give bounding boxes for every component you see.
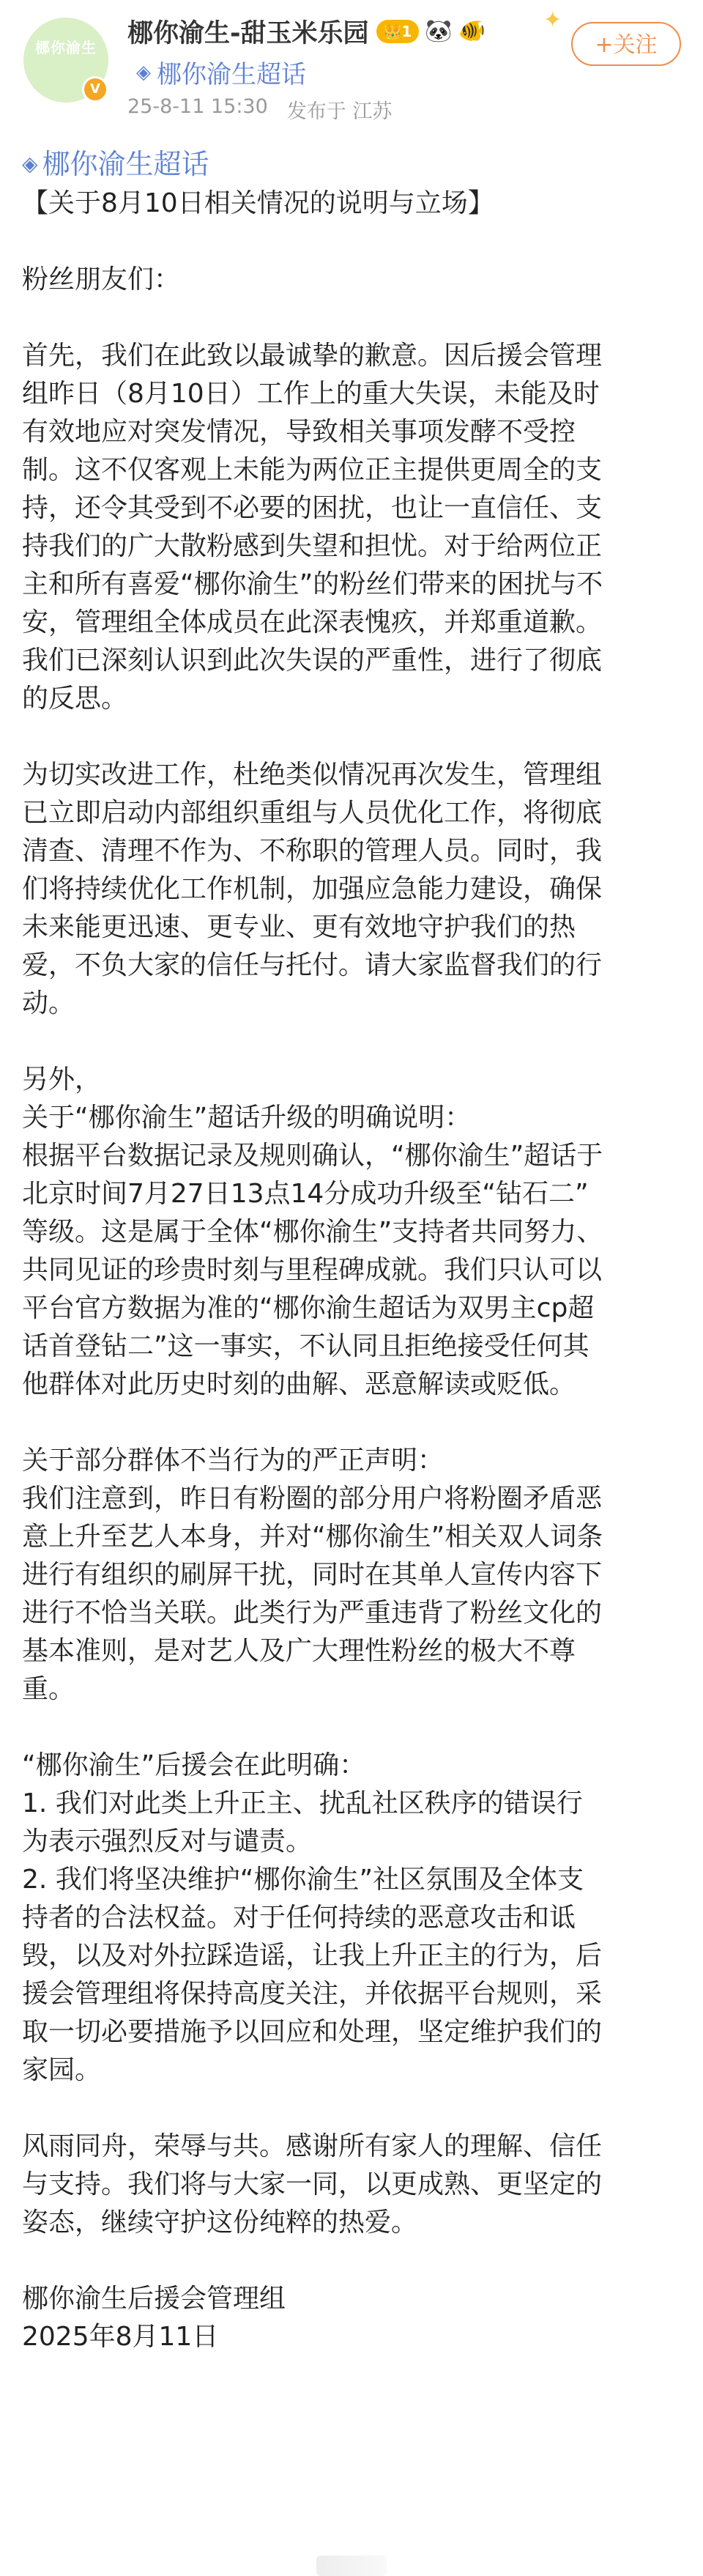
avatar-text: 梛你渝生 <box>35 39 97 56</box>
body-line: 有效地应对突发情况，导致相关事项发酵不受控 <box>22 417 576 447</box>
body-line: 关于部分群体不当行为的严正声明： <box>22 1446 445 1476</box>
body-line: 组昨日（8月10日）工作上的重大失误，未能及时 <box>22 379 600 409</box>
body-line: 2025年8月11日 <box>22 2322 219 2352</box>
diamond-icon: ◈ <box>22 152 38 176</box>
body-line: 根据平台数据记录及规则确认，“梛你渝生”超话于 <box>22 1141 603 1171</box>
topic-tag-label: 梛你渝生超话 <box>42 148 209 180</box>
body-line: 为表示强烈反对与谴责。 <box>22 1826 313 1857</box>
body-line: 等级。这是属于全体“梛你渝生”支持者共同努力、 <box>22 1217 603 1247</box>
body-line: 清查、清理不作为、不称职的管理人员。同时，我 <box>22 836 603 866</box>
body-line: 重。 <box>22 1674 75 1704</box>
body-line: 我们已深刻认识到此次失误的严重性，进行了彻底 <box>22 645 603 676</box>
body-line: 制。这不仅客观上未能为两位正主提供更周全的支 <box>22 455 603 485</box>
blank-line <box>22 1404 681 1442</box>
blank-line <box>22 2090 681 2128</box>
blank-line <box>22 299 681 337</box>
body-line: 未来能更迅速、更专业、更有效地守护我们的热 <box>22 912 576 942</box>
body-line: 安，管理组全体成员在此深表愧疚，并郑重道歉。 <box>22 607 603 637</box>
body-line: 关于“梛你渝生”超话升级的明确说明： <box>22 1103 472 1133</box>
body-line: 持，还令其受到不必要的困扰，也让一直信任、支 <box>22 493 603 523</box>
body-line: 已立即启动内部组织重组与人员优化工作，将彻底 <box>22 798 603 828</box>
body-line: 取一切必要措施予以回应和处理，坚定维护我们的 <box>22 2017 603 2047</box>
body-line: 进行有组织的刷屏干扰，同时在其单人宣传内容下 <box>22 1560 603 1590</box>
body-line: 持者的合法权益。对于任何持续的恶意攻击和诋 <box>22 1903 576 1933</box>
body-line: 们将持续优化工作机制，加强应急能力建设，确保 <box>22 874 603 904</box>
body-line: 另外， <box>22 1065 102 1095</box>
body-line: 【关于8月10日相关情况的说明与立场】 <box>22 188 494 218</box>
post-location: 发布于 江苏 <box>286 100 393 123</box>
body-line: “梛你渝生”后援会在此明确： <box>22 1750 366 1780</box>
body-line: 粉丝朋友们： <box>22 264 181 295</box>
name-row <box>127 13 486 50</box>
super-topic-label: 梛你渝生超话 <box>157 60 306 89</box>
post-meta <box>127 95 411 124</box>
body-line: 动。 <box>22 988 75 1018</box>
body-line: 风雨同舟，荣辱与共。感谢所有家人的理解、信任 <box>22 2131 603 2161</box>
post-body <box>22 185 681 2356</box>
blank-line <box>22 223 681 261</box>
sparkle-icon: ✦ <box>543 7 562 33</box>
follow-button[interactable]: +关注 <box>571 22 681 66</box>
body-line: 首先，我们在此致以最诚挚的歉意。因后援会管理 <box>22 341 603 371</box>
body-line: 我们注意到，昨日有粉圈的部分用户将粉圈矛盾恶 <box>22 1484 603 1514</box>
body-line: 基本准则，是对艺人及广大理性粉丝的极大不尊 <box>22 1636 576 1666</box>
super-topic-link[interactable] <box>136 54 306 90</box>
body-line: 援会管理组将保持高度关注，并依据平台规则，采 <box>22 1979 603 2009</box>
body-line: 意上升至艺人本身，并对“梛你渝生”相关双人词条 <box>22 1522 603 1552</box>
post-header <box>0 0 703 139</box>
blank-line <box>22 1709 681 1747</box>
body-line: 为切实改进工作，杜绝类似情况再次发生，管理组 <box>22 760 603 790</box>
level-badge: 👑1 <box>376 20 420 43</box>
body-line: 家园。 <box>22 2055 102 2085</box>
body-line: 毁，以及对外拉踩造谣，让我上升正主的行为，后 <box>22 1941 603 1971</box>
diamond-icon: ◈ <box>136 61 151 84</box>
body-line: 话首登钻二”这一事实，不认同且拒绝接受任何其 <box>22 1331 589 1361</box>
body-line: 姿态，继续守护这份纯粹的热爱。 <box>22 2207 418 2238</box>
post-date: 25-8-11 15:30 <box>127 95 268 118</box>
body-line: 主和所有喜爱“梛你渝生”的粉丝们带来的困扰与不 <box>22 569 603 599</box>
body-line: 梛你渝生后援会管理组 <box>22 2284 286 2314</box>
body-line: 爱，不负大家的信任与托付。请大家监督我们的行 <box>22 950 603 980</box>
body-line: 持我们的广大散粉感到失望和担忧。对于给两位正 <box>22 531 603 561</box>
body-line: 与支持。我们将与大家一同，以更成熟、更坚定的 <box>22 2169 603 2199</box>
blank-line <box>22 718 681 756</box>
post-content <box>22 144 681 2356</box>
body-line: 共同见证的珍贵时刻与里程碑成就。我们只认可以 <box>22 1255 603 1285</box>
fish-icon: 🐠 <box>458 18 486 44</box>
topic-tag-link[interactable] <box>22 144 681 185</box>
blank-line <box>22 1023 681 1061</box>
body-line: 平台官方数据为准的“梛你渝生超话为双男主cp超 <box>22 1293 595 1323</box>
body-line: 的反思。 <box>22 684 128 714</box>
verified-badge-icon: V <box>82 76 108 103</box>
body-line: 1. 我们对此类上升正主、扰乱社区秩序的错误行 <box>22 1788 583 1818</box>
body-line: 北京时间7月27日13点14分成功升级至“钻石二” <box>22 1179 589 1209</box>
body-line: 他群体对此历史时刻的曲解、恶意解读或贬低。 <box>22 1369 576 1399</box>
panda-icon: 🐼 <box>425 18 453 44</box>
body-line: 2. 我们将坚决维护“梛你渝生”社区氛围及全体支 <box>22 1865 584 1895</box>
content-end-marker <box>316 2555 387 2576</box>
username[interactable]: 梛你渝生-甜玉米乐园 <box>127 19 369 48</box>
body-line: 进行不恰当关联。此类行为严重违背了粉丝文化的 <box>22 1598 603 1628</box>
blank-line <box>22 2242 681 2280</box>
